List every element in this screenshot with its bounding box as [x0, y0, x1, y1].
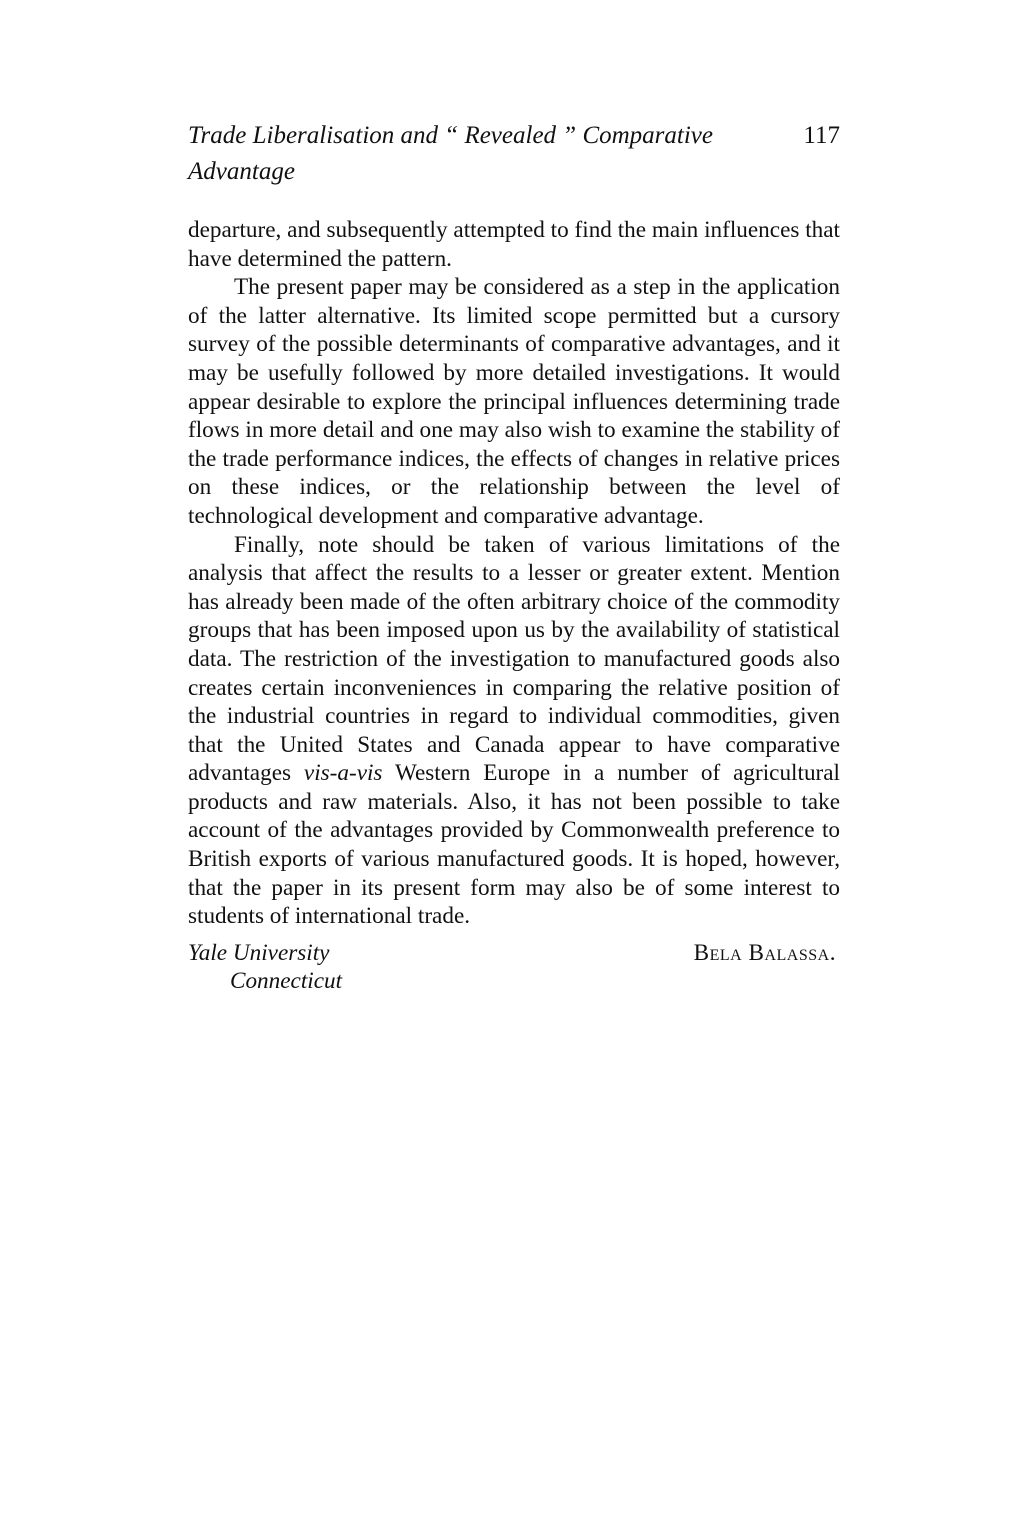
paragraph-scope: The present paper may be considered as a step in the application of the latter alternative. Its limited scope permitted but a cursory survey of the possible determinants of comparative advantages, and it may be usefully followed by more detailed investigations. It would appear desirable to explore the principal influences determining trade flows in more detail and one may also wish to examine the stability of the trade performance indices, the effects of changes in relative prices on these indices, or the relationship between the level of technological development and comparative advantage. — [188, 274, 840, 529]
page-number: 117 — [803, 122, 840, 149]
running-head — [188, 118, 840, 190]
limitations-text-part2: Western Europe in a number of agricultural products and raw materials. Also, it has not been possible to take account of the advantages provided by Commonwealth preference to British exports of various manufactured goods. It is hoped, however, that the paper in its present form may also be of some interest to students of international trade. — [188, 760, 840, 930]
limitations-italic-term: vis-a-vis — [303, 760, 383, 787]
body-text — [188, 216, 840, 931]
affiliation-university: Yale University — [188, 939, 330, 966]
paper-page — [188, 118, 840, 996]
limitations-text-part1: Finally, note should be taken of various limitations of the analysis that affect the results to a lesser or greater extent. Mention has already been made of the often arbitrary choice of the commodity groups that has been imposed upon us by the availability of statistical data. The restriction of the investigation to manufactured goods also creates certain inconveniences in comparing the relative position of the industrial countries in regard to individual commodities, given that the United States and Canada appear to have comparative advantages — [188, 531, 840, 787]
signature-block — [188, 939, 840, 996]
affiliation-state: Connecticut — [230, 968, 343, 995]
author-affiliation — [188, 939, 342, 996]
paragraph-continuation: departure, and subsequently attempted to find the main influences that have determined the pattern. — [188, 217, 840, 272]
author-name: Bela Balassa. — [693, 939, 836, 966]
paragraph-limitations — [188, 531, 840, 931]
running-title: Trade Liberalisation and “ Revealed ” Comparative Advantage — [188, 122, 713, 185]
